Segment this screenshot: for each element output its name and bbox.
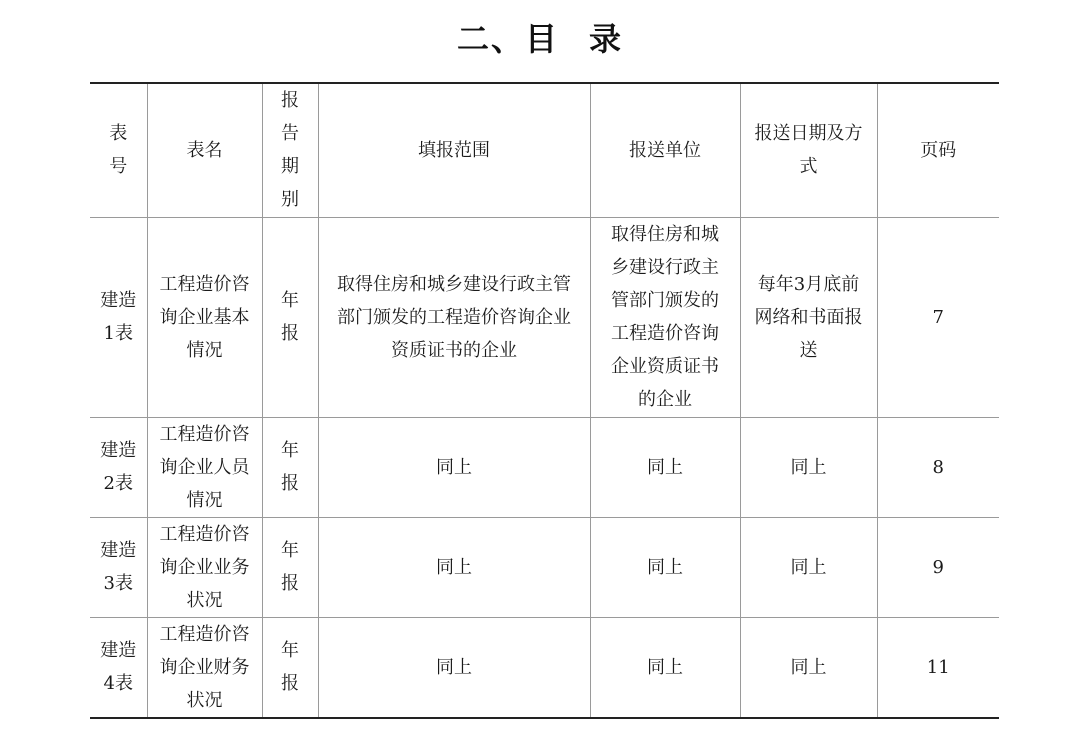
table-row [90,517,999,617]
cell-date-method: 同上 [740,517,877,617]
cell-scope: 取得住房和城乡建设行政主管部门颁发的工程造价咨询企业资质证书的企业 [318,217,590,417]
page-title-part-2: 录 [589,20,624,58]
cell-scope: 同上 [318,417,590,517]
cell-table-name: 工程造价咨询企业财务状况 [147,617,262,718]
header-table-name: 表名 [147,83,262,217]
cell-scope: 同上 [318,617,590,718]
header-period: 报告期别 [262,83,318,217]
header-table-no: 表号 [90,83,147,217]
table-row [90,617,999,718]
page-title [0,14,1080,60]
table-row [90,417,999,517]
cell-table-no: 建造4表 [90,617,147,718]
cell-table-no: 建造3表 [90,517,147,617]
cell-date-method: 每年3月底前网络和书面报送 [740,217,877,417]
header-unit: 报送单位 [590,83,740,217]
cell-unit: 取得住房和城乡建设行政主管部门颁发的工程造价咨询企业资质证书的企业 [590,217,740,417]
table-row [90,217,999,417]
page-title-part-1: 二、目 [456,20,559,58]
cell-unit: 同上 [590,517,740,617]
cell-period: 年报 [262,617,318,718]
cell-page-no: 8 [877,417,999,517]
cell-unit: 同上 [590,617,740,718]
catalog-table [90,82,999,719]
header-scope: 填报范围 [318,83,590,217]
cell-table-no: 建造2表 [90,417,147,517]
cell-date-method: 同上 [740,617,877,718]
cell-table-no: 建造1表 [90,217,147,417]
cell-period: 年报 [262,417,318,517]
cell-page-no: 7 [877,217,999,417]
cell-scope: 同上 [318,517,590,617]
header-page-no: 页码 [877,83,999,217]
cell-table-name: 工程造价咨询企业业务状况 [147,517,262,617]
cell-date-method: 同上 [740,417,877,517]
cell-table-name: 工程造价咨询企业基本情况 [147,217,262,417]
cell-period: 年报 [262,217,318,417]
cell-page-no: 9 [877,517,999,617]
cell-table-name: 工程造价咨询企业人员情况 [147,417,262,517]
cell-period: 年报 [262,517,318,617]
cell-page-no: 11 [877,617,999,718]
header-date-method: 报送日期及方式 [740,83,877,217]
cell-unit: 同上 [590,417,740,517]
header-row [90,83,999,217]
